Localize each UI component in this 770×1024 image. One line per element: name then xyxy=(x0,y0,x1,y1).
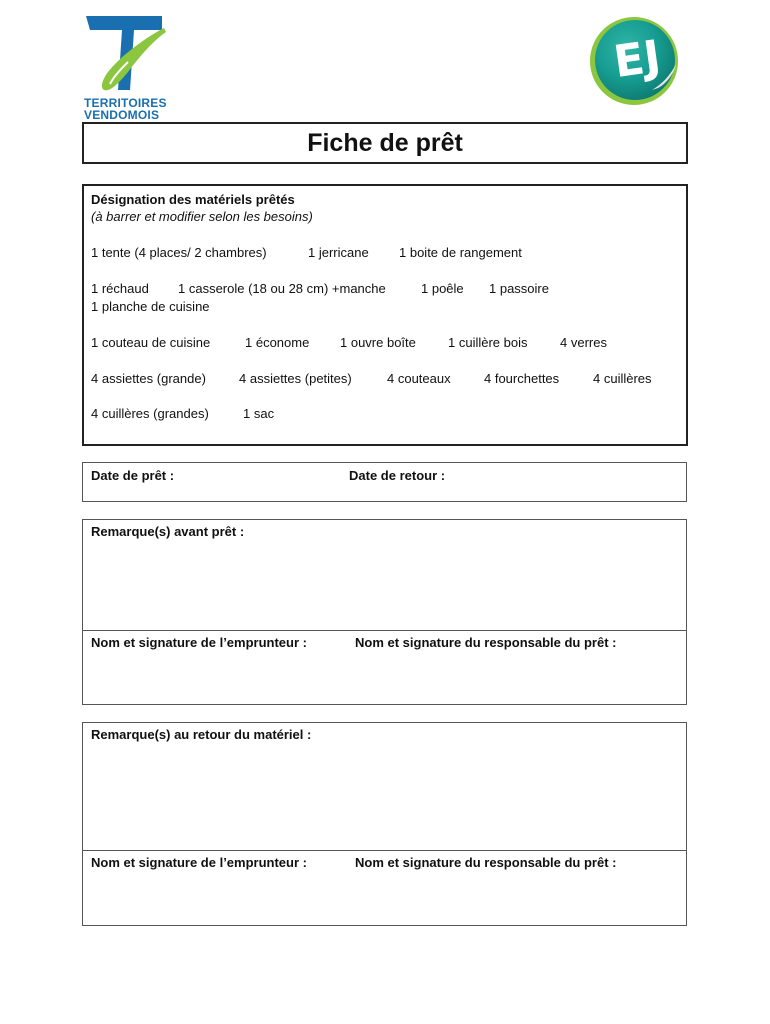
return-date-label: Date de retour : xyxy=(349,468,446,483)
loan-date-label: Date de prêt : xyxy=(91,468,175,483)
after-return-divider xyxy=(83,850,686,851)
materials-heading: Désignation des matériels prêtés xyxy=(91,192,295,207)
material-item: 4 fourchettes xyxy=(484,371,560,386)
material-item: 1 tente (4 places/ 2 chambres) xyxy=(91,245,267,260)
before-remarks-label: Remarque(s) avant prêt : xyxy=(91,524,245,539)
before-borrower-signature-label: Nom et signature de l’emprunteur : xyxy=(91,635,307,650)
before-loan-box xyxy=(82,519,687,705)
before-loan-divider xyxy=(83,630,686,631)
material-item: 1 passoire xyxy=(489,281,549,296)
before-manager-signature-label: Nom et signature du responsable du prêt : xyxy=(355,635,617,650)
ej-logo xyxy=(586,14,684,108)
material-item: 4 verres xyxy=(560,335,607,350)
logo-line1: TERRITOIRES xyxy=(84,96,167,110)
after-return-box xyxy=(82,722,687,926)
after-manager-signature-label: Nom et signature du responsable du prêt : xyxy=(355,855,617,870)
materials-note: (à barrer et modifier selon les besoins) xyxy=(91,209,313,224)
material-item: 1 couteau de cuisine xyxy=(91,335,211,350)
material-item: 1 réchaud xyxy=(91,281,149,296)
ej-letters: EJ xyxy=(610,31,664,88)
after-borrower-signature-label: Nom et signature de l’emprunteur : xyxy=(91,855,307,870)
material-item: 4 couteaux xyxy=(387,371,451,386)
material-item: 4 cuillères (grandes) xyxy=(91,406,209,421)
page-title-box xyxy=(82,122,688,164)
material-item: 4 cuillères xyxy=(593,371,652,386)
t-logo-icon xyxy=(84,14,174,92)
page-title: Fiche de prêt xyxy=(307,128,463,157)
material-item: 1 économe xyxy=(245,335,310,350)
material-item: 1 boite de rangement xyxy=(399,245,522,260)
material-item: 4 assiettes (petites) xyxy=(239,371,352,386)
material-item: 1 poêle xyxy=(421,281,464,296)
material-item: 1 jerricane xyxy=(308,245,369,260)
material-item: 1 ouvre boîte xyxy=(340,335,416,350)
logo-line2: VENDOMOIS xyxy=(84,108,160,122)
material-item: 4 assiettes (grande) xyxy=(91,371,206,386)
after-remarks-label: Remarque(s) au retour du matériel : xyxy=(91,727,312,742)
territoires-vendomois-logo xyxy=(84,14,174,122)
material-item: 1 sac xyxy=(243,406,275,421)
material-item: 1 cuillère bois xyxy=(448,335,528,350)
material-item: 1 planche de cuisine xyxy=(91,299,210,314)
material-item: 1 casserole (18 ou 28 cm) +manche xyxy=(178,281,386,296)
